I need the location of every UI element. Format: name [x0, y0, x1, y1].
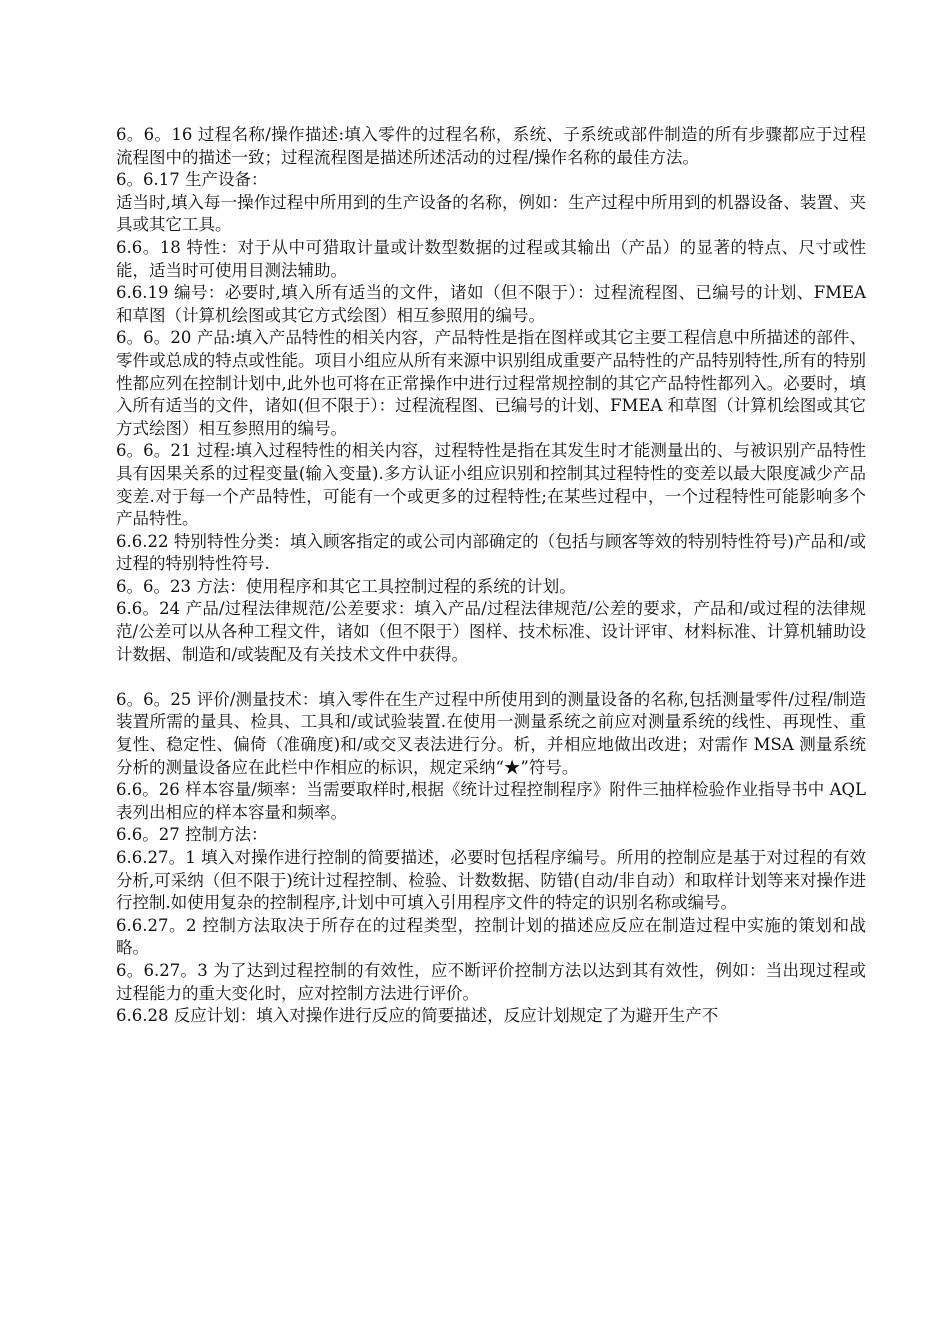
section-6-6-20-product: 6。6。20 产品:填入产品特性的相关内容，产品特性是指在图样或其它主要工程信息中所描述的部件、零件或总成的特点或性能。项目小组应从所有来源中识别组成重要产品特性的产品特别特性,所有的特别性都应列在控制计划中,此外也可将在正常操作中进行过程常规控制的其它产品特性都列入。必要时，填入所有适当的文件，诸如(但不限于）：过程流程图、已编号的计划、FMEA 和草图（计算机绘图或其它方式绘图）相互参照用的编号。 — [116, 328, 866, 438]
section-6-6-27-heading: 6.6。27 控制方法： — [116, 825, 268, 845]
section-6-6-19-number: 6.6.19 编号：必要时,填入所有适当的文件，诸如（但不限于）：过程流程图、已编号的计划、FMEA 和草图（计算机绘图或其它方式绘图）相互参照用的编号。 — [116, 283, 866, 325]
section-6-6-28-reaction-plan: 6.6.28 反应计划：填入对操作进行反应的简要描述，反应计划规定了为避开生产不 — [116, 1006, 719, 1026]
section-6-6-27-3: 6。6.27。3 为了达到过程控制的有效性，应不断评价控制方法以达到其有效性，例如：当出现过程或过程能力的重大变化时，应对控制方法进行评价。 — [116, 960, 866, 1003]
section-6-6-17-production-equipment: 适当时,填入每一操作过程中所用到的生产设备的名称，例如：生产过程中所用到的机器设备、装置、夹具或其它工具。 — [116, 192, 866, 235]
section-6-6-23-method: 6。6。23 方法：使用程序和其它工具控制过程的系统的计划。 — [116, 576, 576, 596]
section-6-6-16-process-name: 6。6。16 过程名称/操作描述:填入零件的过程名称，系统、子系统或部件制造的所有步骤都应于过程流程图中的描述一致；过程流程图是描述所述活动的过程/操作名称的最佳方法。 — [116, 125, 866, 167]
section-6-6-24-specification-tolerance: 6.6。24 产品/过程法律规范/公差要求：填入产品/过程法律规范/公差的要求，产品和/或过程的法律规范/公差可以从各种工程文件，诸如（但不限于）图样、技术标准、设计评审、材料标准、计算机辅助设计数据、制造和/或装配及有关技术文件中获得。 — [116, 599, 866, 664]
section-6-6-17-heading: 6。6.17 生产设备： — [116, 170, 268, 190]
paragraph-spacer — [116, 666, 866, 689]
document-page — [116, 124, 866, 1028]
section-6-6-25-evaluation-measurement: 6。6。25 评价/测量技术：填入零件在生产过程中所使用到的测量设备的名称,包括测量零件/过程/制造装置所需的量具、检具、工具和/或试验装置.在使用一测量系统之前应对测量系统的线性、再现性、重复性、稳定性、偏倚（准确度)和/或交叉表法进行分。析，并相应地做出改进；对需作 MSA 测量系统分析的测量设备应在此栏中作相应的标识，规定采纳“★”符号。 — [116, 689, 866, 777]
section-6-6-22-special-characteristics: 6.6.22 特别特性分类：填入顾客指定的或公司内部确定的（包括与顾客等效的特别特性符号)产品和/或过程的特别特性符号. — [116, 531, 866, 574]
section-6-6-18-characteristics: 6.6。18 特性：对于从中可猎取计量或计数型数据的过程或其输出（产品）的显著的特点、尺寸或性能，适当时可使用目测法辅助。 — [116, 237, 866, 280]
section-6-6-27-2: 6.6.27。2 控制方法取决于所存在的过程类型，控制计划的描述应反应在制造过程中实施的策划和战略。 — [116, 915, 866, 958]
section-6-6-26-sample-size-frequency: 6.6。26 样本容量/频率：当需要取样时,根据《统计过程控制程序》附件三抽样检验作业指导书中 AQL 表列出相应的样本容量和频率。 — [116, 780, 866, 822]
section-6-6-27-1: 6.6.27。1 填入对操作进行控制的简要描述，必要时包括程序编号。所用的控制应是基于对过程的有效分析,可采纳（但不限于)统计过程控制、检验、计数数据、防错(自动/非自动）和取样计划等来对操作进行控制.如使用复杂的控制程序,计划中可填入引用程序文件的特定的识别名称或编号。 — [116, 848, 866, 913]
section-6-6-21-process: 6。6。21 过程:填入过程特性的相关内容，过程特性是指在其发生时才能测量出的、与被识别产品特性具有因果关系的过程变量(输入变量).多方认证小组应识别和控制其过程特性的变差以最大限度减少产品变差.对于每一个产品特性，可能有一个或更多的过程特性;在某些过程中，一个过程特性可能影响多个产品特性。 — [116, 441, 866, 529]
